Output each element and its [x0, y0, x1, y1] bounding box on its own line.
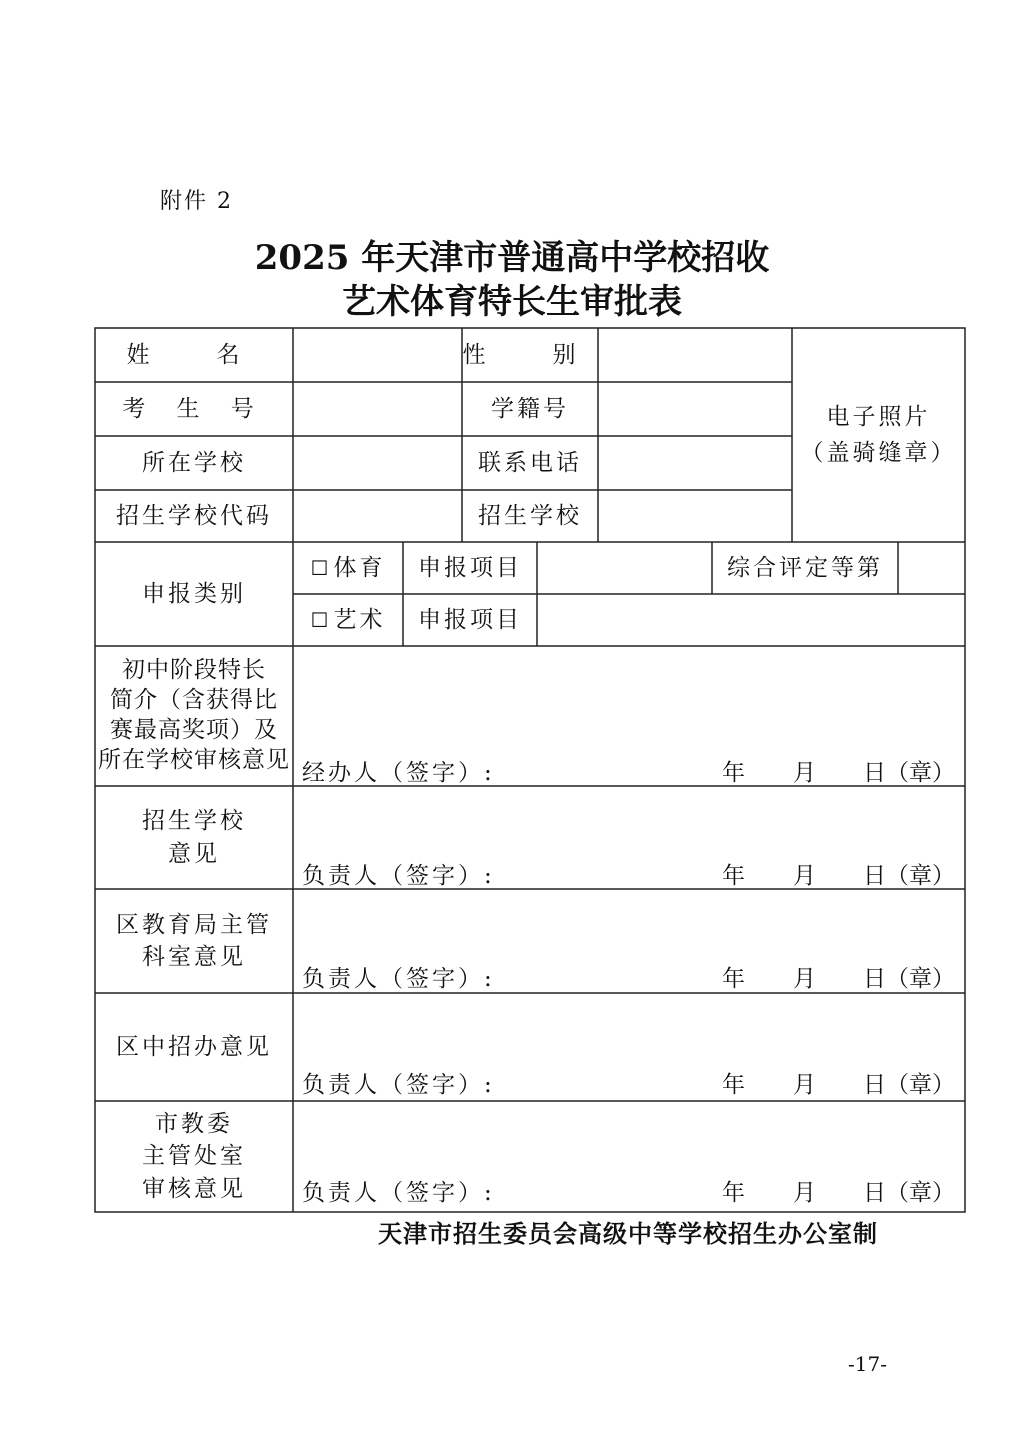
- form-title-line-2: 艺术体育特长生审批表: [342, 282, 682, 322]
- intro-label-line: 所在学校审核意见: [98, 746, 290, 773]
- admit-school-code-label: 招生学校代码: [116, 502, 272, 529]
- day-seal-label: 日（章）: [863, 1180, 955, 1206]
- district-bureau-label-line: 区教育局主管: [116, 911, 272, 938]
- handler-signature-label: 经办人（签字）:: [302, 760, 495, 786]
- grade-field[interactable]: [898, 542, 965, 594]
- principal-signature-label: 负责人（签字）:: [302, 1072, 495, 1098]
- sports-project-label: 申报项目: [418, 554, 522, 581]
- exam-number-label: 考 生 号: [122, 395, 266, 422]
- principal-signature-label: 负责人（签字）:: [302, 1180, 495, 1206]
- phone-label: 联系电话: [478, 449, 582, 476]
- issuer-footer: 天津市招生委员会高级中等学校招生办公室制: [378, 1219, 878, 1248]
- gender-label: 性 别: [462, 341, 598, 368]
- intro-label-line: 简介（含获得比: [110, 687, 278, 714]
- photo-label: 电子照片: [826, 403, 931, 430]
- student-id-field[interactable]: [598, 382, 792, 436]
- photo-seal-note: （盖骑缝章）: [800, 440, 957, 466]
- intro-label-line: 赛最高奖项）及: [110, 717, 278, 743]
- intro-label-line: 初中阶段特长: [122, 657, 266, 684]
- year-label: 年: [722, 1180, 745, 1206]
- gender-field[interactable]: [598, 328, 792, 382]
- admit-opinion-label-line: 意见: [168, 840, 220, 867]
- month-label: 月: [793, 1072, 816, 1098]
- sports-project-field[interactable]: [537, 542, 712, 594]
- city-commission-label-line: 主管处室: [142, 1143, 246, 1170]
- form-title-line-1: 2025 年天津市普通高中学校招收: [254, 238, 770, 278]
- sports-checkbox-option[interactable]: [293, 542, 403, 594]
- admit-school-field[interactable]: [598, 490, 792, 542]
- checkbox-icon[interactable]: ☐: [310, 555, 332, 580]
- grade-label: 综合评定等第: [727, 554, 883, 581]
- month-label: 月: [793, 1180, 816, 1206]
- admit-opinion-label-line: 招生学校: [142, 808, 246, 835]
- art-checkbox-option[interactable]: [293, 594, 403, 646]
- year-label: 年: [722, 1072, 745, 1098]
- day-seal-label: 日（章）: [863, 966, 955, 992]
- year-label: 年: [722, 863, 745, 889]
- month-label: 月: [793, 863, 816, 889]
- art-project-label: 申报项目: [418, 606, 522, 633]
- photo-box[interactable]: [792, 328, 965, 542]
- sports-option-label: 体育: [333, 554, 386, 581]
- phone-field[interactable]: [598, 436, 792, 490]
- attachment-label: 附件 2: [160, 189, 233, 214]
- art-option-label: 艺术: [333, 606, 386, 633]
- admit-opinion-label: [95, 786, 293, 889]
- district-bureau-label: [95, 889, 293, 993]
- current-school-field[interactable]: [293, 436, 462, 490]
- month-label: 月: [793, 966, 816, 992]
- month-label: 月: [793, 760, 816, 786]
- day-seal-label: 日（章）: [863, 1072, 955, 1098]
- district-bureau-label-line: 科室意见: [142, 944, 246, 970]
- principal-signature-label: 负责人（签字）:: [302, 966, 495, 992]
- year-label: 年: [722, 760, 745, 786]
- name-label: 姓 名: [126, 341, 262, 368]
- intro-label: [95, 646, 293, 786]
- city-commission-label: [95, 1101, 293, 1212]
- day-seal-label: 日（章）: [863, 760, 955, 786]
- year-label: 年: [722, 966, 745, 992]
- name-field[interactable]: [293, 328, 462, 382]
- current-school-label: 所在学校: [142, 449, 246, 476]
- city-commission-label-line: 市教委: [155, 1111, 233, 1138]
- category-label: 申报类别: [142, 580, 246, 607]
- city-commission-label-line: 审核意见: [142, 1175, 246, 1202]
- student-id-label: 学籍号: [491, 395, 569, 422]
- principal-signature-label: 负责人（签字）:: [302, 863, 495, 889]
- admit-school-code-field[interactable]: [293, 490, 462, 542]
- exam-number-field[interactable]: [293, 382, 462, 436]
- checkbox-icon[interactable]: ☐: [310, 607, 332, 632]
- day-seal-label: 日（章）: [863, 863, 955, 889]
- district-office-label: 区中招办意见: [116, 1033, 272, 1060]
- art-project-field[interactable]: [537, 594, 965, 646]
- admit-school-label: 招生学校: [478, 502, 582, 529]
- page-number: -17-: [848, 1352, 887, 1376]
